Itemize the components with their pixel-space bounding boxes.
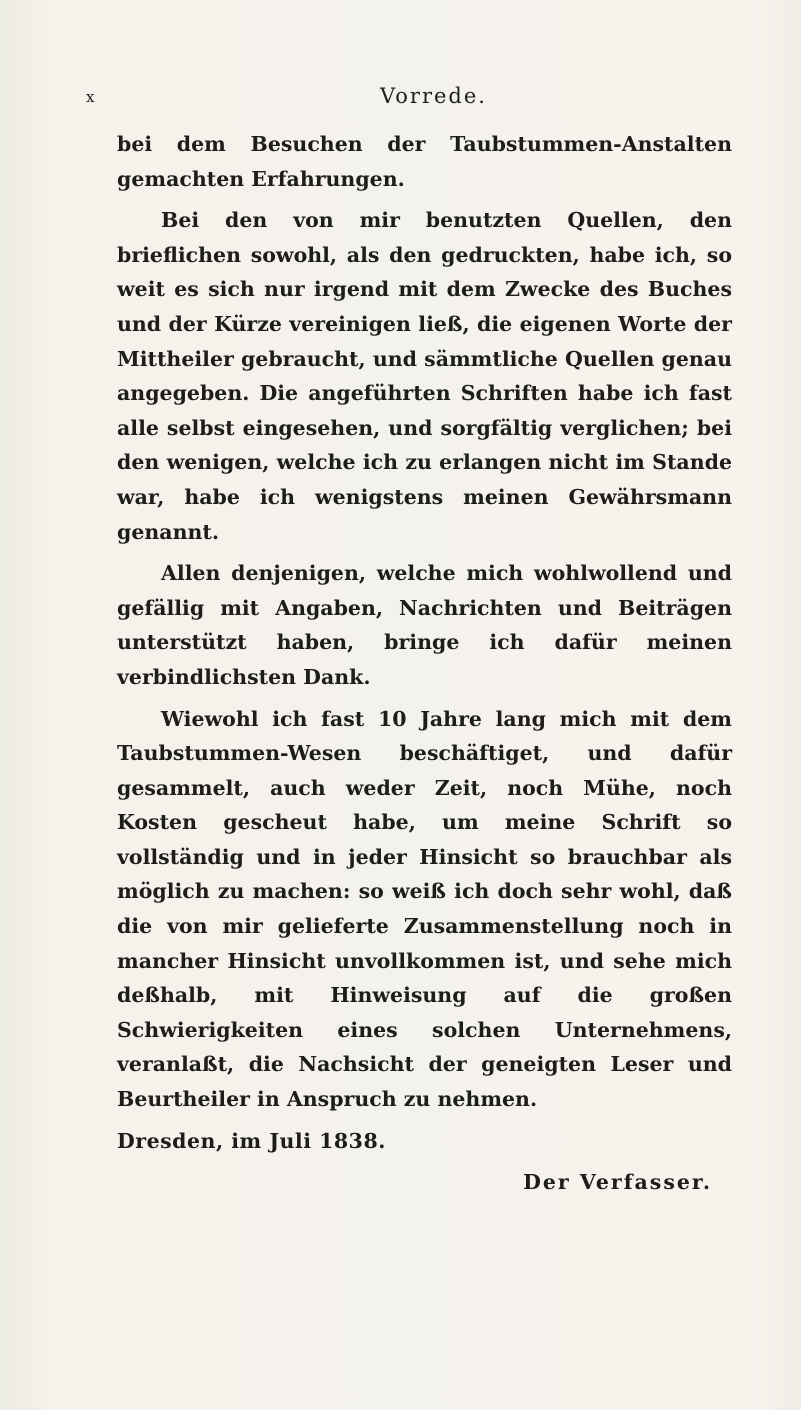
- page-header: [86, 84, 741, 114]
- paragraph-apology: Wiewohl ich fast 10 Jahre lang mich mit dem Taubstummen-Wesen beschäftiget, und dafür gesammelt, auch weder Zeit, noch Mühe, noch Kosten gescheut habe, um meine Schrift so vollständig und in jeder Hinsicht so brauchbar als möglich zu machen: so weiß ich doch sehr wohl, daß die von mir gelieferte Zusammenstellung noch in mancher Hinsicht unvollkommen ist, und sehe mich deßhalb, mit Hinweisung auf die großen Schwierigkeiten eines solchen Unternehmens, veranlaßt, die Nachsicht der geneigten Leser und Beurtheiler in Anspruch zu nehmen.: [117, 706, 732, 1112]
- running-head: Vorrede.: [380, 84, 487, 108]
- preface-text: [117, 127, 732, 1207]
- page-number: x: [86, 88, 96, 106]
- paragraph-sources: Bei den von mir benutzten Quellen, den brieflichen sowohl, als den gedruckten, habe ich, so weit es sich nur irgend mit dem Zwecke des Buches und der Kürze vereinigen ließ, die eigenen Worte der Mittheiler gebraucht, und sämmtliche Quellen genau angegeben. Die angeführten Schriften habe ich fast alle selbst eingesehen, und sorgfältig verglichen; bei den wenigen, welche ich zu erlangen nicht im Stande war, habe ich wenigstens meinen Gewährsmann genannt.: [117, 208, 732, 544]
- paragraph-thanks: Allen denjenigen, welche mich wohlwollend und gefällig mit Angaben, Nachrichten und Beiträgen unterstützt haben, bringe ich dafür meinen verbindlichsten Dank.: [117, 561, 732, 689]
- place-date: Dresden, im Juli 1838.: [117, 1128, 386, 1153]
- paragraph-continuation: bei dem Besuchen der Taubstummen-Anstalten gemachten Erfahrungen.: [117, 132, 732, 191]
- signature: Der Verfasser.: [523, 1170, 712, 1195]
